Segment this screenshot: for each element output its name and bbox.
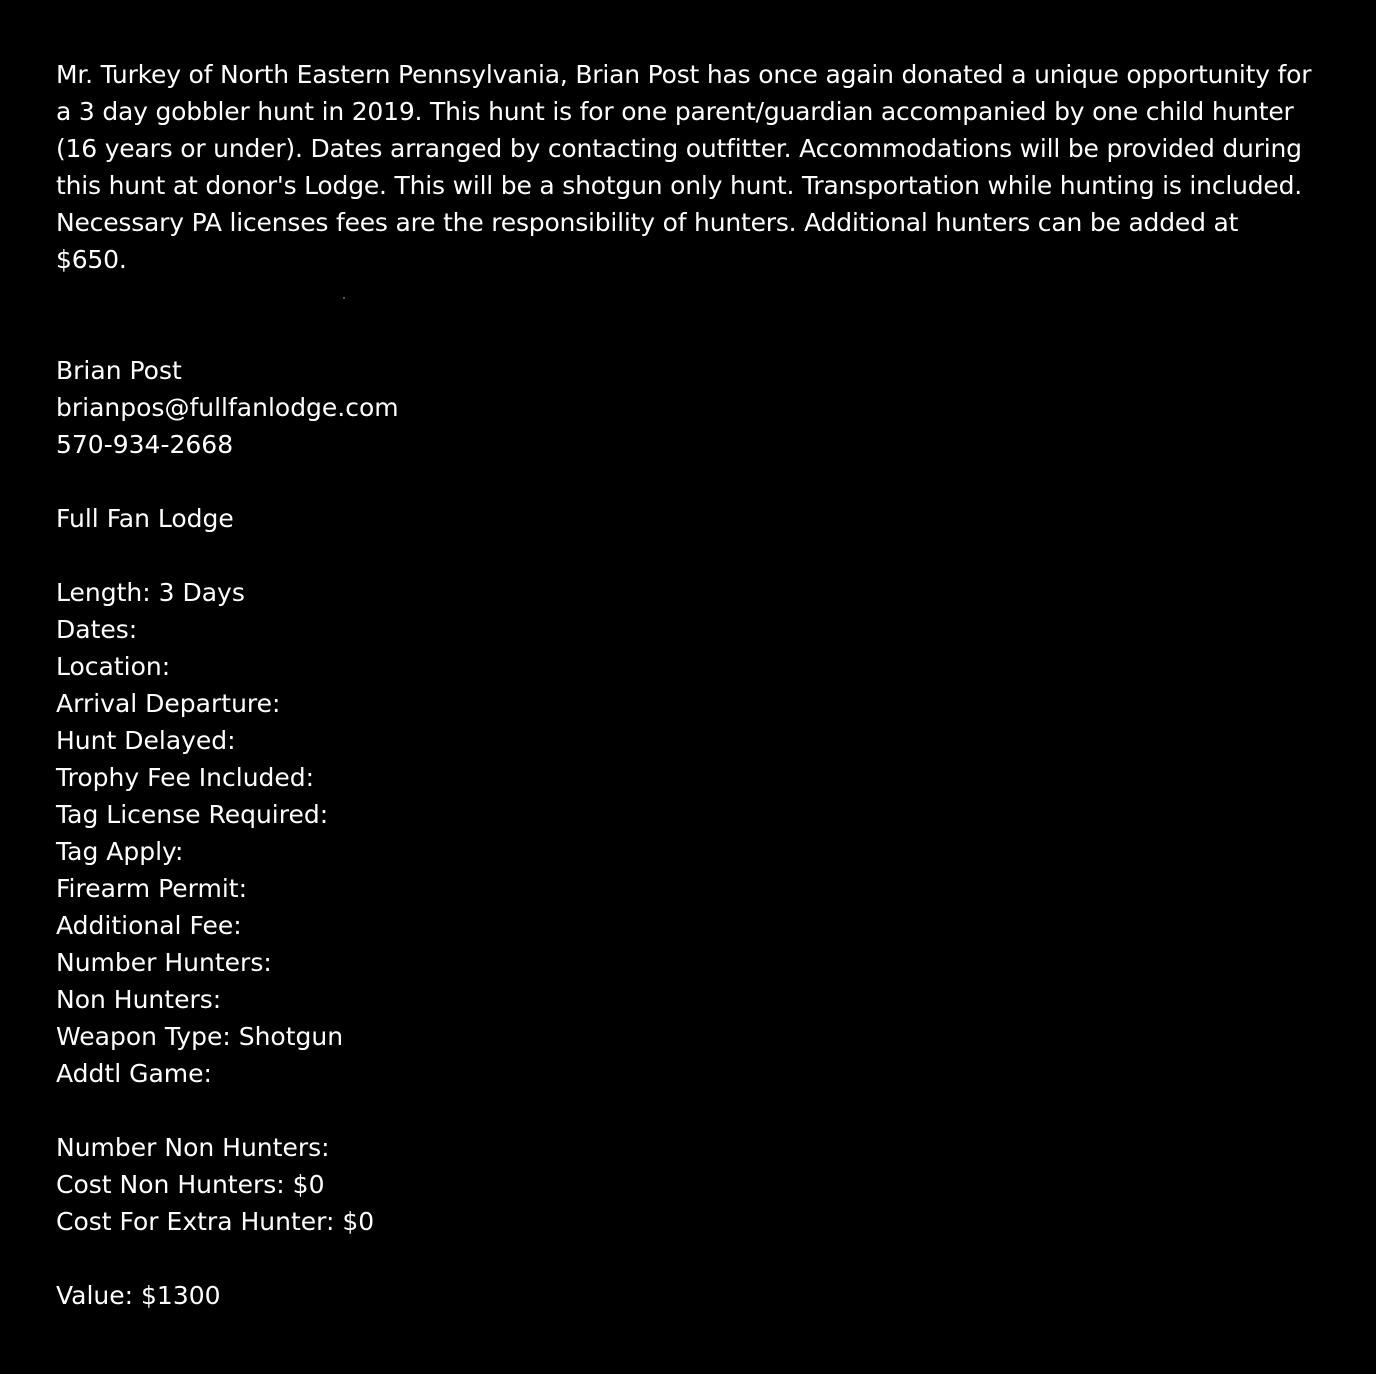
cost-non-hunters: Cost Non Hunters: $0 — [56, 1170, 325, 1199]
contact-block — [56, 352, 1316, 463]
detail-tag-license: Tag License Required: — [56, 800, 329, 829]
detail-dates: Dates: — [56, 615, 138, 644]
detail-hunt-delayed: Hunt Delayed: — [56, 726, 236, 755]
detail-number-hunters: Number Hunters: — [56, 948, 272, 977]
detail-location: Location: — [56, 652, 171, 681]
stray-dot — [343, 297, 345, 299]
hunt-details — [56, 574, 1316, 1092]
detail-non-hunters: Non Hunters: — [56, 985, 222, 1014]
hunt-description: Mr. Turkey of North Eastern Pennsylvania, Brian Post has once again donated a unique opportunity for a 3 day gobbler hunt in 2019. This hunt is for one parent/guardian accompanied by one child hunter (16 years or under). Dates arranged by contacting outfitter. Accommodations will be provided during this hunt at donor's Lodge. This will be a shotgun only hunt. Transportation while hunting is included. Necessary PA licenses fees are the responsibility of hunters. Additional hunters can be added at $650. — [56, 60, 1312, 274]
detail-weapon-type: Weapon Type: Shotgun — [56, 1022, 344, 1051]
cost-details — [56, 1129, 1316, 1240]
detail-firearm-permit: Firearm Permit: — [56, 874, 248, 903]
detail-addtl-game: Addtl Game: — [56, 1059, 212, 1088]
detail-tag-apply: Tag Apply: — [56, 837, 184, 866]
listing-content — [56, 56, 1316, 1314]
cost-extra-hunter: Cost For Extra Hunter: $0 — [56, 1207, 375, 1236]
contact-name: Brian Post — [56, 356, 182, 385]
lodge-name: Full Fan Lodge — [56, 504, 234, 533]
cost-number-non-hunters: Number Non Hunters: — [56, 1133, 330, 1162]
detail-length: Length: 3 Days — [56, 578, 245, 607]
contact-email: brianpos@fullfanlodge.com — [56, 393, 399, 422]
detail-additional-fee: Additional Fee: — [56, 911, 242, 940]
detail-trophy-fee: Trophy Fee Included: — [56, 763, 315, 792]
hunt-value: Value: $1300 — [56, 1281, 221, 1310]
detail-arrival-departure: Arrival Departure: — [56, 689, 281, 718]
contact-phone: 570-934-2668 — [56, 430, 234, 459]
